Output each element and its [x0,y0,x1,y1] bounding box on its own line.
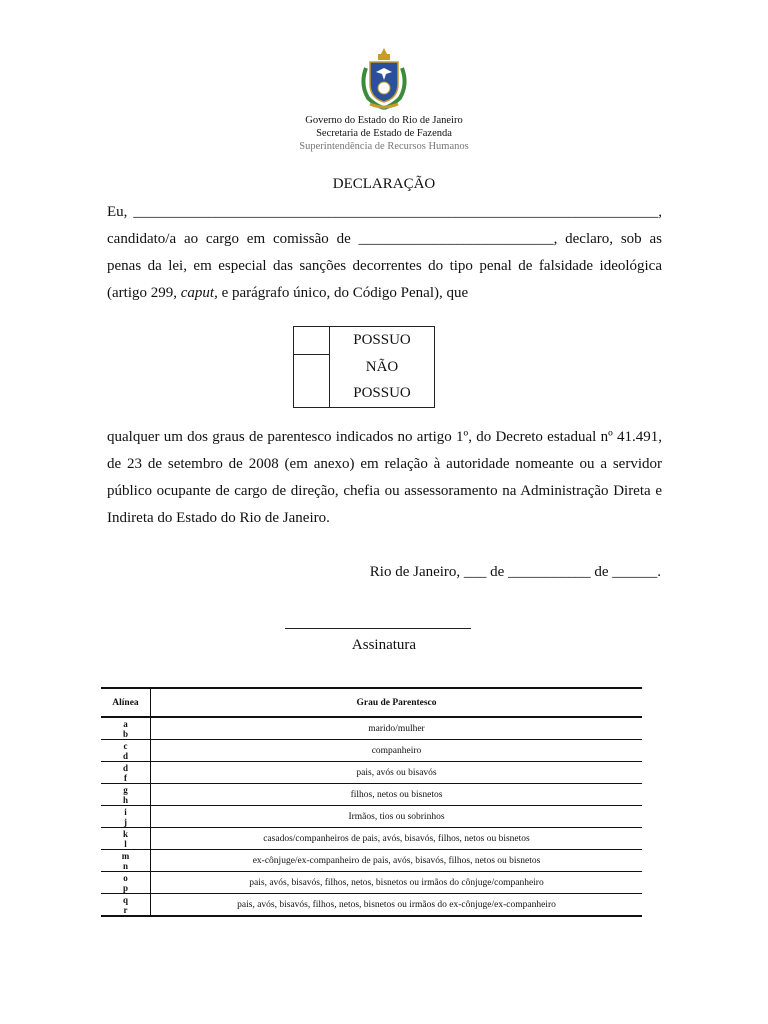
alinea-cell [101,894,151,917]
table-row [101,850,642,872]
grau-cell: companheiro [151,740,643,762]
column-header-alinea: Alínea [101,688,151,717]
paragraph-line: de 23 de setembro de 2008 (em anexo) em relação à autoridade nomeante ou a servidor [107,456,662,472]
alinea-cell [101,740,151,762]
alinea-letter: d [122,750,128,761]
table-row [101,894,642,917]
grau-cell: pais, avós, bisavós, filhos, netos, bisnetos ou irmãos do ex-cônjuge/ex-companheiro [151,894,643,917]
option-nao-possuo: POSSUO [353,385,411,401]
possuo-choice-box [293,326,435,408]
alinea-letter: f [124,772,127,783]
signature-label: Assinatura [351,637,417,653]
alinea-letter: c [123,740,128,751]
alinea-cell [101,828,151,850]
alinea-cell [101,762,151,784]
header-superintendence: Superintendência de Recursos Humanos [299,141,469,152]
paragraph-line [107,280,662,307]
option-possuo: POSSUO [353,332,411,348]
grau-cell: ex-cônjuge/ex-companheiro de pais, avós, bisavós, filhos, netos ou bisnetos [151,850,643,872]
grau-cell: Irmãos, tios ou sobrinhos [151,806,643,828]
paragraph-italic-text: caput [180,285,215,301]
alinea-letter: j [124,816,127,827]
alinea-letter: i [124,806,127,817]
column-header-grau: Grau de Parentesco [151,688,643,717]
header-secretariat: Secretaria de Estado de Fazenda [316,128,452,139]
signature-line [285,628,471,629]
paragraph-text: (artigo 299, [107,285,181,301]
checkbox-divider [294,354,329,355]
grau-cell: marido/mulher [151,717,643,740]
paragraph-line: candidato/a ao cargo em comissão de __________________________, declaro, sob as [107,231,662,247]
alinea-letter: g [123,784,128,795]
grau-cell: filhos, netos ou bisnetos [151,784,643,806]
alinea-letter: l [124,838,127,849]
header-government: Governo do Estado do Rio de Janeiro [305,115,463,126]
table-row [101,762,642,784]
table-row [101,717,642,740]
paragraph-text: , e parágrafo único, do Código Penal), que [214,285,469,301]
alinea-letter: h [122,794,128,805]
table-row [101,740,642,762]
kinship-paragraph [107,424,662,532]
declaration-paragraph [107,199,662,307]
table-row [101,828,642,850]
alinea-letter: b [122,728,128,739]
alinea-cell [101,806,151,828]
grau-cell: pais, avós, bisavós, filhos, netos, bisnetos ou irmãos do cônjuge/companheiro [151,872,643,894]
table-row [101,806,642,828]
paragraph-line: Indireta do Estado do Rio de Janeiro. [107,510,330,526]
alinea-letter: k [122,828,128,839]
table-row [101,872,642,894]
state-coat-of-arms-icon [356,46,412,112]
kinship-table [101,687,642,917]
alinea-letter: q [122,894,128,905]
alinea-letter: r [123,904,128,915]
alinea-letter: p [122,882,128,893]
kinship-table-body [101,717,642,916]
alinea-cell [101,872,151,894]
paragraph-line: Eu, ______________________________________________________________________, [107,204,662,220]
grau-cell: casados/companheiros de pais, avós, bisavós, filhos, netos ou bisnetos [151,828,643,850]
grau-cell: pais, avós ou bisavós [151,762,643,784]
alinea-letter: n [122,860,128,871]
paragraph-line: penas da lei, em especial das sanções decorrentes do tipo penal de falsidade ideológica [107,258,662,274]
alinea-letter: a [123,718,128,729]
paragraph-line: público ocupante de cargo de direção, chefia ou assessoramento na Administração Direta e [107,483,662,499]
date-line: Rio de Janeiro, ___ de ___________ de ______. [369,564,661,580]
alinea-cell [101,717,151,740]
document-title: DECLARAÇÃO [332,176,436,192]
alinea-letter: d [122,762,128,773]
alinea-letter: o [123,872,128,883]
option-nao: NÃO [365,359,399,375]
alinea-cell [101,850,151,872]
paragraph-line: qualquer um dos graus de parentesco indicados no artigo 1º, do Decreto estadual nº 41.491, [107,429,662,445]
alinea-cell [101,784,151,806]
alinea-letter: m [121,850,130,861]
table-row [101,784,642,806]
